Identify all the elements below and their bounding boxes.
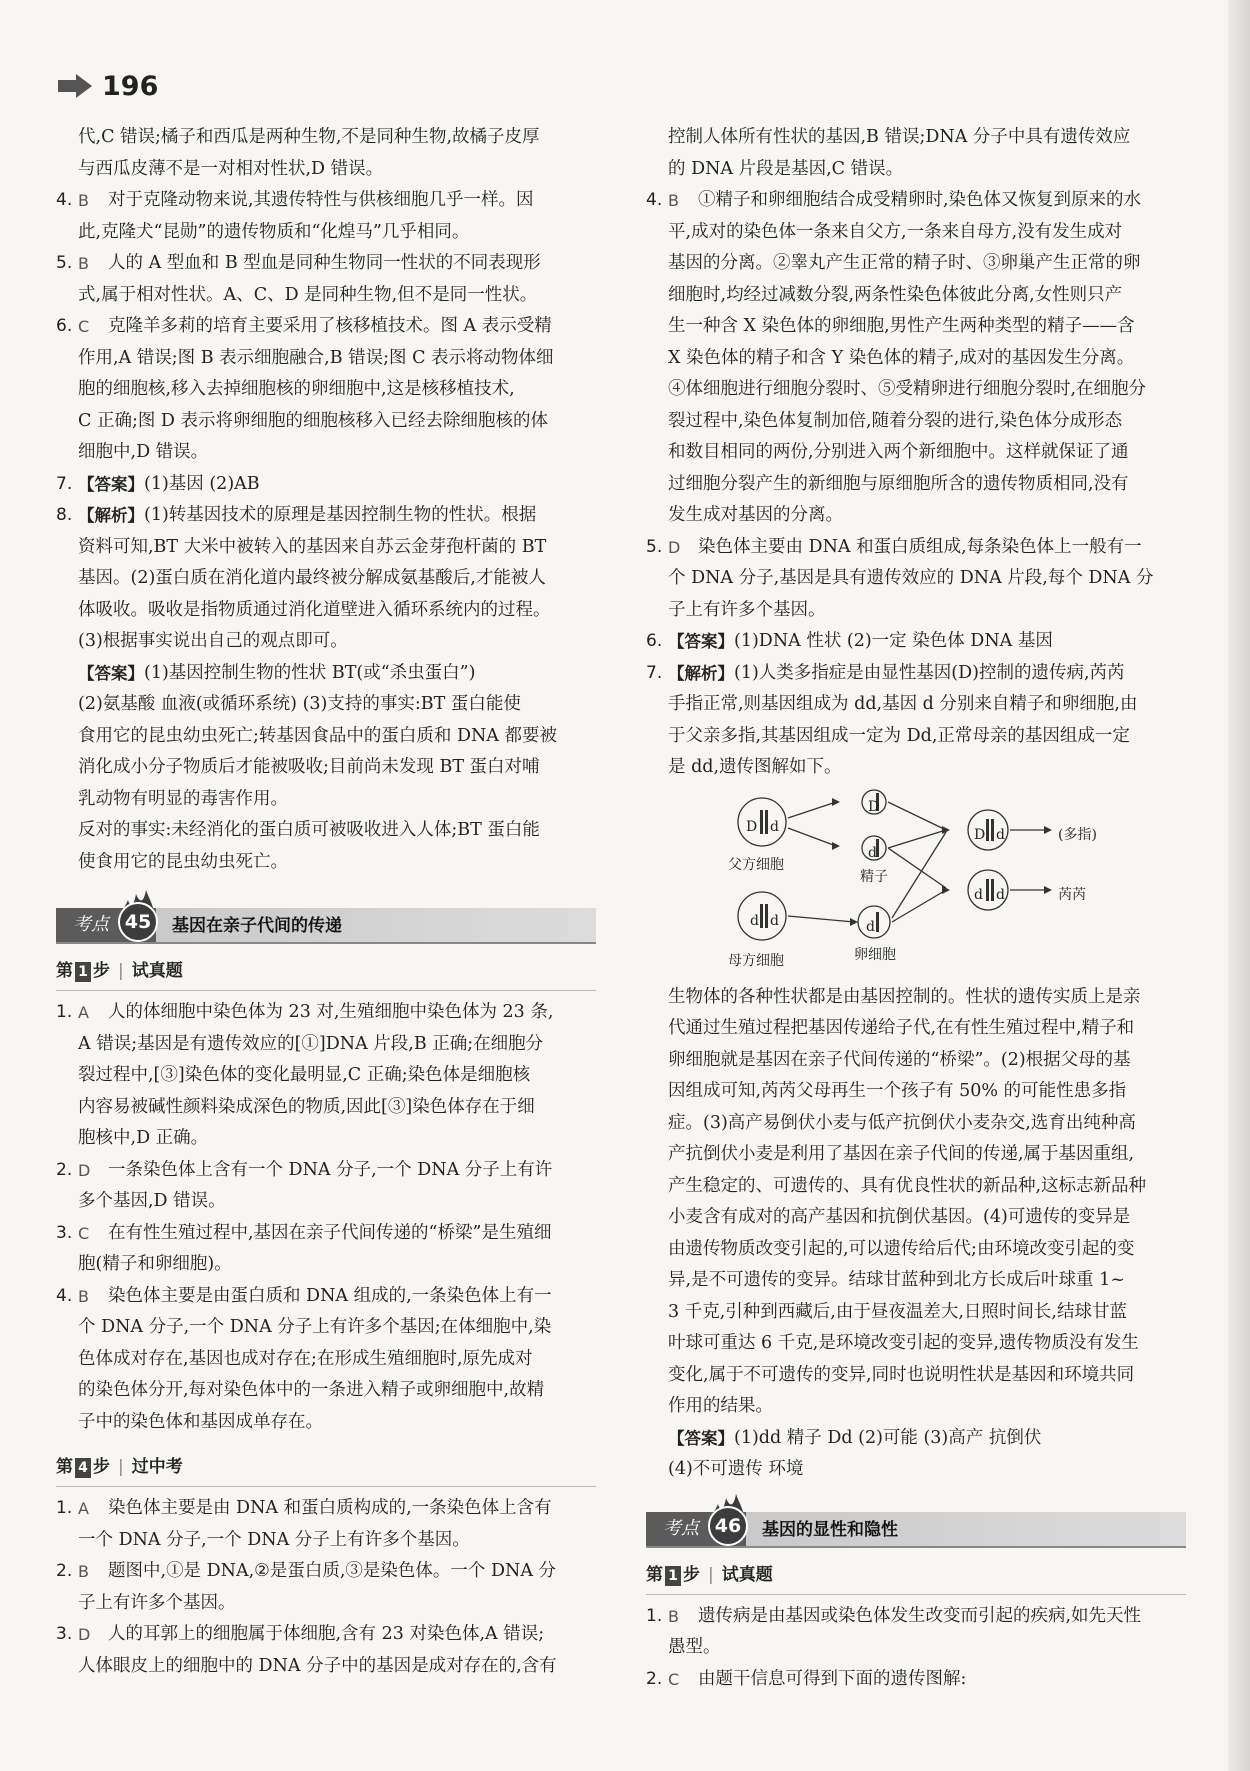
text-line: 是 dd,遗传图解如下。 xyxy=(668,757,842,777)
answer-item-1: 1. B 遗传病是由基因或染色体发生改变而引起的疾病,如先天性 xyxy=(646,1601,1186,1633)
text-line: 使食用它的昆虫幼虫死亡。 xyxy=(78,851,288,872)
text-line: 的 DNA 片段是基因,C 错误。 xyxy=(668,158,904,179)
answer-letter: B xyxy=(78,254,89,273)
answer-item-6: 6. 【答案】 (1)DNA 性状 (2)一定 染色体 DNA 基因 xyxy=(646,626,1186,658)
text-line: 小麦含有成对的高产基因和抗倒伏基因。(4)可遗传的变异是 xyxy=(668,1207,1131,1227)
answer-text: 对于克隆动物来说,其遗传特性与供核细胞几乎一样。因 xyxy=(108,190,534,210)
analysis-tag: 【解析】 xyxy=(668,663,734,683)
text-line: 胞(精子和卵细胞)。 xyxy=(78,1254,232,1274)
section-number: 45 xyxy=(118,902,158,942)
text-line: 生物体的各种性状都是由基因控制的。性状的遗传实质上是亲 xyxy=(668,986,1141,1007)
sperm-label: 精子 xyxy=(860,868,888,885)
text-line: 叶球可重达 6 千克,是环境改变引起的变异,遗传物质没有发生 xyxy=(668,1333,1139,1353)
text-line: 裂过程中,[③]染色体的变化最明显,C 正确;染色体是细胞核 xyxy=(78,1065,531,1085)
text-line: 个 DNA 分子,一个 DNA 分子上有许多个基因;在体细胞中,染 xyxy=(78,1317,552,1337)
step-heading: 第 1 步 | 试真题 xyxy=(646,1558,1186,1595)
text-line: 异,是不可遗传的变异。结球甘蓝种到北方长成后叶球重 1~ xyxy=(668,1270,1125,1290)
answer-item-1: 1. A 人的体细胞中染色体为 23 对,生殖细胞中染色体为 23 条, xyxy=(56,997,596,1029)
analysis-tag: 【解析】 xyxy=(78,506,144,525)
text-line: (4)不可遗传 环境 xyxy=(668,1459,804,1479)
gene-label: d xyxy=(866,918,875,935)
answer-item-3: 3. C 在有性生殖过程中,基因在亲子代间传递的“桥梁”是生殖细 xyxy=(56,1218,596,1250)
text-line: 人体眼皮上的细胞中的 DNA 分子中的基因是成对存在的,含有 xyxy=(78,1655,557,1676)
gene-label: d xyxy=(974,886,983,903)
answer-letter: A xyxy=(78,1499,89,1518)
answer-line: 【答案】 (1)基因控制生物的性状 BT(或“杀虫蛋白”) xyxy=(56,658,596,690)
answer-letter: B xyxy=(78,191,89,210)
answer-item-4b: 4. B 染色体主要是由蛋白质和 DNA 组成的,一条染色体上有一 xyxy=(56,1281,596,1313)
page-header xyxy=(58,68,158,104)
text-line: 产抗倒伏小麦是利用了基因在亲子代间的传递,属于基因重组, xyxy=(668,1144,1135,1164)
gene-label: d xyxy=(750,912,759,929)
father-cell-label: 父方细胞 xyxy=(728,856,784,873)
answer-item-5: 5. D 染色体主要由 DNA 和蛋白质组成,每条染色体上一般有一 xyxy=(646,532,1186,564)
step-title: 试真题 xyxy=(131,961,183,982)
text-line: (3)根据事实说出自己的观点即可。 xyxy=(78,631,348,651)
text-line: 产生稳定的、可遗传的、具有优良性状的新品种,这标志新品种 xyxy=(668,1175,1147,1196)
answer-line: 【答案】 (1)dd 精子 Dd (2)可能 (3)高产 抗倒伏 xyxy=(646,1423,1186,1455)
step-title: 过中考 xyxy=(131,1457,183,1478)
text-line: 乳动物有明显的毒害作用。 xyxy=(78,788,288,809)
answer-item-3: 3. D 人的耳郭上的细胞属于体细胞,含有 23 对染色体,A 错误; xyxy=(56,1619,596,1651)
gene-label: d xyxy=(996,886,1005,903)
answer-text: 人的 A 型血和 B 型血是同种生物同一性状的不同表现形 xyxy=(108,253,541,273)
text-line: 胞核中,D 正确。 xyxy=(78,1128,209,1148)
answer-item-2: 2. C 由题干信息可得到下面的遗传图解: xyxy=(646,1664,1186,1696)
text-line: A 错误;基因是有遗传效应的[①]DNA 片段,B 正确;在细胞分 xyxy=(78,1033,544,1054)
text-line: 资料可知,BT 大米中被转入的基因来自苏云金芽孢杆菌的 BT xyxy=(78,536,547,557)
text-line: 代,C 错误;橘子和西瓜是两种生物,不是同种生物,故橘子皮厚 xyxy=(78,127,540,147)
text-line: 由遗传物质改变引起的,可以遗传给后代;由环境改变引起的变 xyxy=(668,1238,1135,1259)
gene-label: D xyxy=(746,818,758,835)
text-line: 症。(3)高产易倒伏小麦与低产抗倒伏小麦杂交,选育出纯种高 xyxy=(668,1112,1136,1133)
section-title: 基因的显性和隐性 xyxy=(762,1519,898,1540)
answer-letter: C xyxy=(78,317,90,336)
answer-item-6: 6. C 克隆羊多莉的培育主要采用了核移植技术。图 A 表示受精 xyxy=(56,311,596,343)
text-line: 此,克隆犬“昆勋”的遗传物质和“化煌马”几乎相同。 xyxy=(78,221,470,242)
text-line: 过细胞分裂产生的新细胞与原细胞所含的遗传物质相同,没有 xyxy=(668,473,1129,494)
answer-letter: B xyxy=(78,1562,89,1581)
text-line: 控制人体所有性状的基因,B 错误;DNA 分子中具有遗传效应 xyxy=(668,127,1131,147)
answer-tag: 【答案】 xyxy=(668,1428,734,1448)
text-line: 因组成可知,芮芮父母再生一个孩子有 50% 的可能性患多指 xyxy=(668,1081,1127,1101)
mother-cell-label: 母方细胞 xyxy=(728,952,784,969)
answer-letter: D xyxy=(78,1160,91,1180)
text-line: 变化,属于不可遗传的变异,同时也说明性状是基因和环境共同 xyxy=(668,1364,1135,1385)
text-line: 色体成对存在,基因也成对存在;在形成生殖细胞时,原先成对 xyxy=(78,1348,533,1369)
answer-item-7: 7. 【答案】 (1)基因 (2)AB xyxy=(56,469,596,501)
text-line: 3 千克,引种到西藏后,由于昼夜温差大,日照时间长,结球甘蓝 xyxy=(668,1301,1127,1322)
step-title: 试真题 xyxy=(721,1564,773,1585)
text-line: 裂过程中,染色体复制加倍,随着分裂的进行,染色体分成形态 xyxy=(668,410,1123,431)
gene-label: D xyxy=(974,826,986,843)
text-line: 卵细胞就是基因在亲子代间传递的“桥梁”。(2)根据父母的基 xyxy=(668,1049,1131,1070)
text-line: 细胞中,D 错误。 xyxy=(78,442,209,462)
text-line: 食用它的昆虫幼虫死亡;转基因食品中的蛋白质和 DNA 都要被 xyxy=(78,725,558,746)
answer-letter: B xyxy=(668,191,679,210)
text-line: 于父亲多指,其基因组成一定为 Dd,正常母亲的基因组成一定 xyxy=(668,725,1130,746)
answer-letter: B xyxy=(668,1606,679,1626)
right-column xyxy=(646,122,1186,1695)
step-heading: 第 4 步 | 过中考 xyxy=(56,1450,596,1487)
text-line: 基因的分离。②睾丸产生正常的精子时、③卵巢产生正常的卵 xyxy=(668,253,1141,273)
text-line: 子上有许多个基因。 xyxy=(668,599,826,620)
text-line: 个 DNA 分子,基因是具有遗传效应的 DNA 片段,每个 DNA 分 xyxy=(668,568,1154,588)
answer-letter: B xyxy=(78,1286,89,1306)
answer-item-5: 5. B 人的 A 型血和 B 型血是同种生物同一性状的不同表现形 xyxy=(56,248,596,280)
answer-item-4: 4. B ①精子和卵细胞结合成受精卵时,染色体又恢复到原来的水 xyxy=(646,185,1186,217)
text-line: 基因。(2)蛋白质在消化道内最终被分解成氨基酸后,才能被人 xyxy=(78,568,546,588)
text-line: ④体细胞进行细胞分裂时、⑤受精卵进行细胞分裂时,在细胞分 xyxy=(668,379,1147,399)
gene-label: d xyxy=(868,844,877,861)
inheritance-diagram xyxy=(646,788,1186,976)
answer-letter: A xyxy=(78,1003,89,1022)
section-label: 考点 xyxy=(73,914,109,935)
inheritance-diagram-svg xyxy=(646,788,1186,976)
text-line: (2)氨基酸 血液(或循环系统) (3)支持的事实:BT 蛋白能使 xyxy=(78,694,521,714)
text-line: 式,属于相对性状。A、C、D 是同种生物,但不是同一性状。 xyxy=(78,284,538,305)
text-line: 发生成对基因的分离。 xyxy=(668,505,843,525)
text-line: 内容易被碱性颜料染成深色的物质,因此[③]染色体存在于细 xyxy=(78,1096,535,1117)
answer-item-8: 8. 【解析】 (1)转基因技术的原理是基因控制生物的性状。根据 xyxy=(56,500,596,532)
text-line: 代通过生殖过程把基因传递给子代,在有性生殖过程中,精子和 xyxy=(668,1018,1135,1038)
arrow-icon xyxy=(58,74,92,98)
section-banner-46 xyxy=(646,1492,1186,1552)
answer-letter: D xyxy=(668,537,681,557)
text-line: 反对的事实:未经消化的蛋白质可被吸收进入人体;BT 蛋白能 xyxy=(78,820,540,840)
section-number: 46 xyxy=(708,1506,748,1546)
child1-label: (多指) xyxy=(1058,826,1097,843)
left-column xyxy=(56,122,596,1682)
egg-label: 卵细胞 xyxy=(854,946,896,963)
gene-label: d xyxy=(996,826,1005,843)
page-edge-shadow xyxy=(1228,0,1250,1771)
text-line: X 染色体的精子和含 Y 染色体的精子,成对的基因发生分离。 xyxy=(668,347,1135,368)
text-line: 细胞时,均经过减数分裂,两条性染色体彼此分离,女性则只产 xyxy=(668,284,1123,305)
text-line: 一个 DNA 分子,一个 DNA 分子上有许多个基因。 xyxy=(78,1529,470,1550)
answer-letter: C xyxy=(668,1669,680,1689)
section-label: 考点 xyxy=(663,1517,699,1539)
answer-item-2: 2. B 题图中,①是 DNA,②是蛋白质,③是染色体。一个 DNA 分 xyxy=(56,1556,596,1588)
step-heading: 第 1 步 | 试真题 xyxy=(56,954,596,991)
answer-tag: 【答案】 xyxy=(78,474,144,494)
section-banner-45 xyxy=(56,888,596,948)
text-line: 消化成小分子物质后才能被吸收;目前尚未发现 BT 蛋白对哺 xyxy=(78,757,540,777)
answer-tag: 【答案】 xyxy=(78,663,144,683)
text-line: 胞的细胞核,移入去掉细胞核的卵细胞中,这是核移植技术, xyxy=(78,379,515,399)
page-number: 196 xyxy=(102,70,159,102)
answer-tag: 【答案】 xyxy=(668,632,734,651)
answer-text: 克隆羊多莉的培育主要采用了核移植技术。图 A 表示受精 xyxy=(108,316,552,336)
text-line: 体吸收。吸收是指物质通过消化道壁进入循环系统内的过程。 xyxy=(78,599,551,620)
text-line: 生一种含 X 染色体的卵细胞,男性产生两种类型的精子——含 xyxy=(668,316,1135,336)
text-line: 愚型。 xyxy=(668,1637,721,1657)
gene-label: d xyxy=(770,912,779,929)
text-line: 的染色体分开,每对染色体中的一条进入精子或卵细胞中,故精 xyxy=(78,1380,545,1400)
answer-letter: D xyxy=(78,1625,91,1644)
answer-item-1: 1. A 染色体主要是由 DNA 和蛋白质构成的,一条染色体上含有 xyxy=(56,1493,596,1525)
text-line: C 正确;图 D 表示将卵细胞的细胞核移入已经去除细胞核的体 xyxy=(78,410,549,431)
gene-label: D xyxy=(868,798,880,815)
text-line: 子中的染色体和基因成单存在。 xyxy=(78,1411,323,1432)
text-line: 多个基因,D 错误。 xyxy=(78,1191,226,1211)
text-line: 与西瓜皮薄不是一对相对性状,D 错误。 xyxy=(78,158,384,179)
answer-text: (1)基因 (2)AB xyxy=(144,473,260,494)
child2-label: 芮芮 xyxy=(1058,886,1086,903)
text-line: 作用,A 错误;图 B 表示细胞融合,B 错误;图 C 表示将动物体细 xyxy=(78,347,554,368)
section-title: 基因在亲子代间的传递 xyxy=(172,916,342,936)
answer-item-2: 2. D 一条染色体上含有一个 DNA 分子,一个 DNA 分子上有许 xyxy=(56,1155,596,1187)
text-line: 和数目相同的两份,分别进入两个新细胞中。这样就保证了通 xyxy=(668,442,1129,462)
text-line: 子上有许多个基因。 xyxy=(78,1592,236,1613)
answer-item-4: 4. B 对于克隆动物来说,其遗传特性与供核细胞几乎一样。因 xyxy=(56,185,596,217)
answer-item-7: 7. 【解析】 (1)人类多指症是由显性基因(D)控制的遗传病,芮芮 xyxy=(646,658,1186,690)
text-line: 平,成对的染色体一条来自父方,一条来自母方,没有发生成对 xyxy=(668,221,1123,242)
text-line: 作用的结果。 xyxy=(668,1396,773,1416)
answer-text: (1)转基因技术的原理是基因控制生物的性状。根据 xyxy=(144,505,537,525)
gene-label: d xyxy=(770,818,779,835)
answer-letter: C xyxy=(78,1223,90,1243)
text-line: 手指正常,则基因组成为 dd,基因 d 分别来自精子和卵细胞,由 xyxy=(668,694,1138,714)
